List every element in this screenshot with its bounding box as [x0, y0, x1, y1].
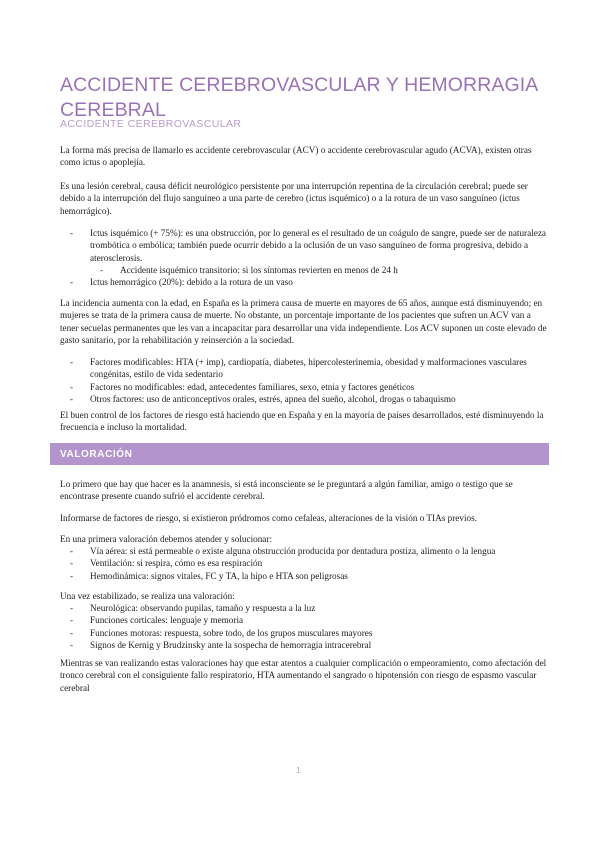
page-number: 1 — [296, 766, 301, 775]
paragraph: Mientras se van realizando estas valoraciones hay que estar atentos a cualquier complicación o empeoramiento, como afectación del tronco cerebral con el consiguiente fallo respiratorio, HTA aumentando el sangrado o hipotensión con riesgo de espasmo vascular cerebral — [60, 658, 547, 693]
list-item: - Factores no modificables: edad, antecedentes familiares, sexo, etnia y factores genéticos — [70, 381, 415, 392]
list-item: - Ictus isquémico (+ 75%): es una obstrucción, por lo general es el resultado de un coágulo de sangre, puede ser de naturaleza trombótica o embólica; también puede ocurrir debido a la oclusión de un vaso sanguíneo de forma progresiva, debido a aterosclerosis. — [70, 228, 546, 263]
list-item: - Vía aérea: si está permeable o existe alguna obstrucción producida por dentadura postiza, alimento o la lengua — [70, 546, 496, 556]
paragraph: La forma más precisa de llamarlo es accidente cerebrovascular (ACV) o accidente cerebrovascular agudo (ACVA), existen otras como ictus o apoplejía. — [60, 145, 532, 168]
section-heading-bar — [50, 443, 549, 465]
list-item: - Ictus hemorrágico (20%): debido a la rotura de un vaso — [70, 277, 293, 288]
bullet-list — [60, 602, 550, 651]
paragraph: Informarse de factores de riesgo, si existieron pródromos como cefaleas, alteraciones de la visión o TIAs previos. — [60, 513, 477, 523]
list-item: - Otros factores: uso de anticonceptivos orales, estrés, apnea del sueño, alcohol, drogas o tabaquismo — [70, 393, 456, 404]
list-item: - Funciones corticales: lenguaje y memoria — [70, 615, 244, 626]
section-subtitle: ACCIDENTE CEREBROVASCULAR — [60, 118, 242, 130]
paragraph: El buen control de los factores de riesgo está haciendo que en España y en la mayoría de países desarrollados, esté disminuyendo la frecuencia e incluso la mortalidad. — [60, 410, 544, 433]
page-title: ACCIDENTE CEREBROVASCULAR Y HEMORRAGIA CEREBRAL — [60, 74, 538, 122]
bullet-list — [60, 227, 550, 288]
paragraph: La incidencia aumenta con la edad, en España es la primera causa de muerte en mayores de 65 años, aunque está disminuyendo; en mujeres se trata de la primera causa de muerte. No obstante, un porcentaje importante de los pacientes que sufren un ACV van a tener secuelas permanentes que les van a incapacitar para desarrollar una vida independiente. Los ACV suponen un coste elevado de gasto sanitario, por la rehabilitación y reinserción a la sociedad. — [60, 298, 547, 345]
bullet-list — [60, 356, 550, 405]
list-item: - Funciones motoras: respuesta, sobre todo, de los grupos musculares mayores — [70, 627, 373, 638]
paragraph: Lo primero que hay que hacer es la anamnesis, si está inconsciente se le preguntará a algún familiar, amigo o testigo que se encontrase presente cuando sufrió el accidente cerebral. — [60, 479, 513, 502]
paragraph: En una primera valoración debemos atender y solucionar: — [60, 534, 272, 544]
bullet-list — [60, 545, 550, 582]
paragraph: Una vez estabilizado, se realiza una valoración: — [60, 591, 235, 601]
section-heading: VALORACIÓN — [60, 449, 133, 460]
list-item: - Factores modificables: HTA (+ imp), cardiopatía, diabetes, hipercolesterinemia, obesidad y malformaciones vasculares congénitas, estilo de vida sedentario — [70, 357, 527, 380]
list-item: - Ventilación: si respira, cómo es esa respiración — [70, 558, 263, 569]
list-item: - Signos de Kernig y Brudzinsky ante la sospecha de hemorragia intracerebral — [70, 639, 372, 650]
list-item: - Neurológica: observando pupilas, tamaño y respuesta a la luz — [70, 603, 316, 613]
list-item: - Hemodinámica: signos vitales, FC y TA, la hipo e HTA son peligrosas — [70, 570, 348, 581]
paragraph: Es una lesión cerebral, causa déficit neurológico persistente por una interrupción repentina de la circulación cerebral; puede ser debido a la interrupción del flujo sanguíneo a una parte de cerebro (ictus isquémico) o a la rotura de un vaso sanguíneo (ictus hemorrágico). — [60, 181, 528, 216]
list-item: - Accidente isquémico transitorio: si los síntomas revierten en menos de 24 h — [100, 264, 398, 275]
